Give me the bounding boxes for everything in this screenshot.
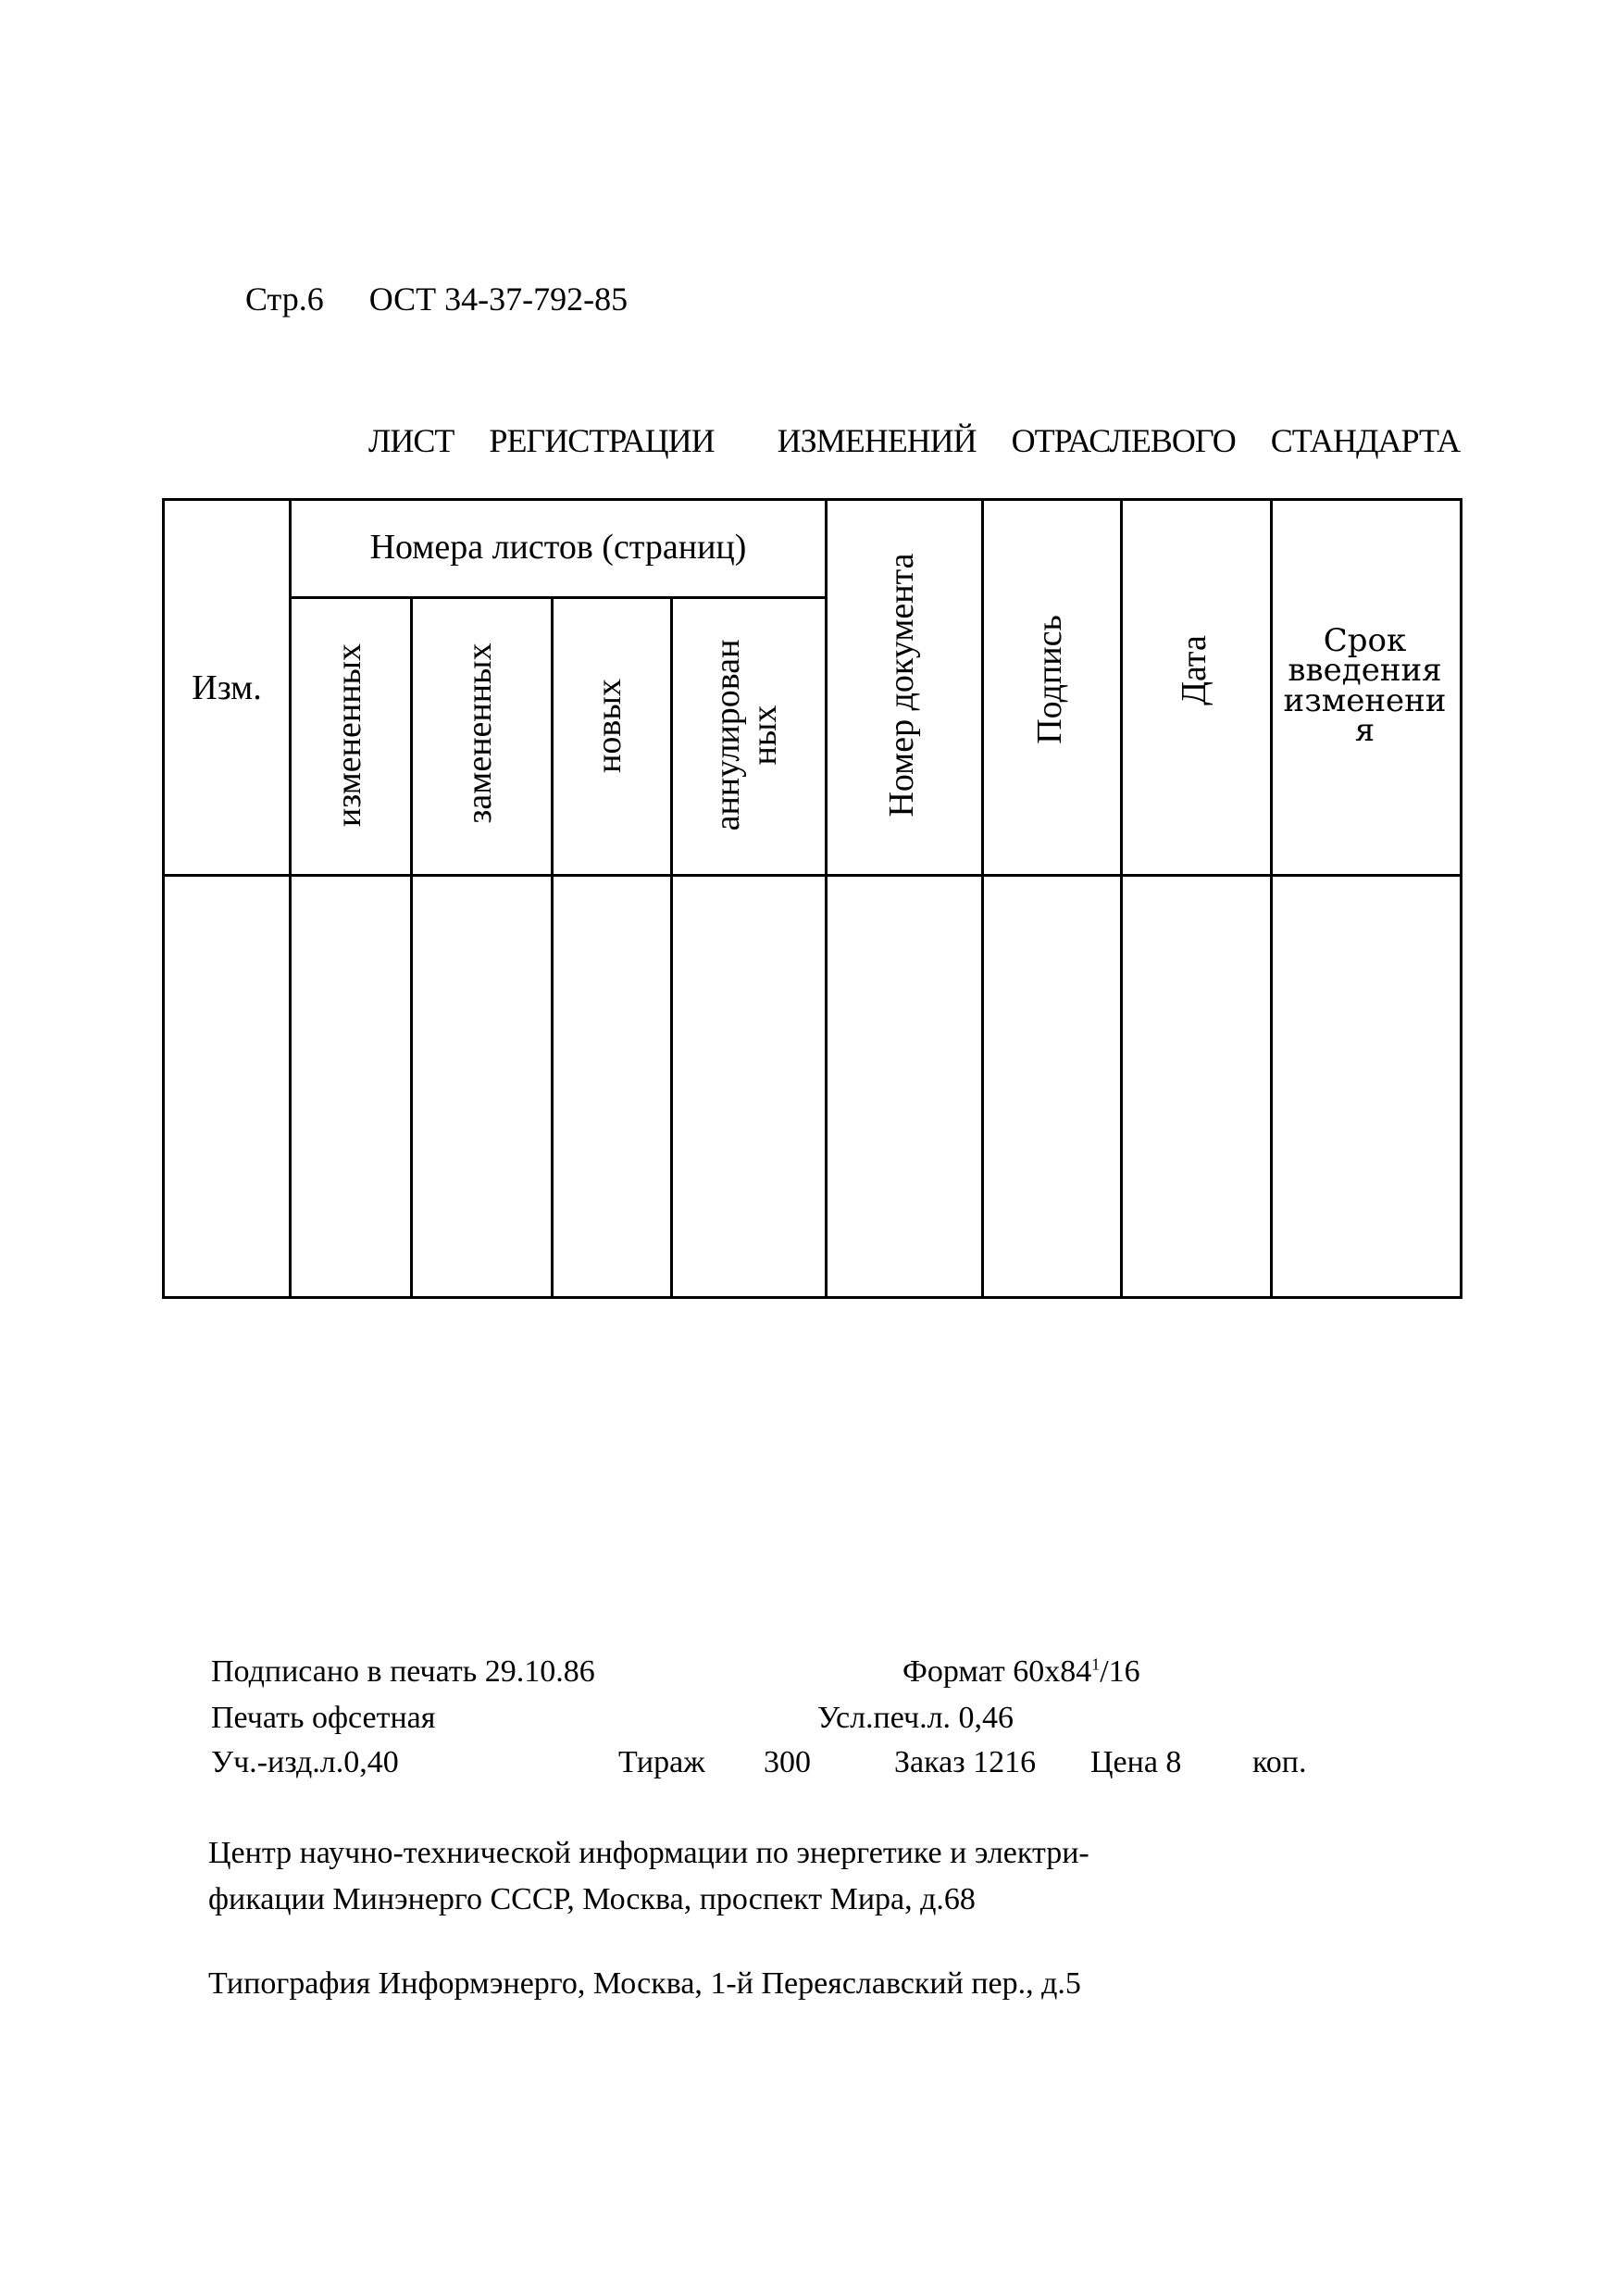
column-divider (825, 498, 828, 1299)
page-number: Стр.6 (245, 281, 324, 318)
column-divider (410, 596, 413, 1299)
table-border-left (162, 498, 165, 1299)
imprint-price: Цена 8 (1090, 1745, 1182, 1779)
column-divider (1120, 498, 1123, 1299)
imprint-print-type: Печать офсетная (211, 1701, 436, 1735)
imprint-tirazh-label: Тираж (618, 1745, 705, 1779)
column-header-document-number: Номер документа (882, 553, 922, 817)
imprint-uch-izd: Уч.-изд.л.0,40 (211, 1745, 399, 1779)
column-divider (981, 498, 984, 1299)
format-suffix: /16 (1100, 1654, 1140, 1689)
group-header-sheet-numbers: Номера листов (страниц) (369, 528, 747, 567)
column-header-annulled-line1: аннулирован (708, 639, 748, 831)
imprint-organization-line1: Центр научно-технической информации по энергетике и электри- (208, 1836, 1089, 1870)
column-header-replaced: замененных (460, 643, 500, 824)
column-divider (670, 596, 673, 1299)
format-prefix: Формат 60х84 (902, 1654, 1092, 1689)
column-header-annulled-line2: ных (745, 705, 784, 766)
standard-code: ОСТ 34-37-792-85 (368, 281, 629, 318)
registration-table (162, 498, 1462, 1299)
imprint-printer: Типография Информэнерго, Москва, 1-й Переяславский пер., д.5 (208, 1966, 1081, 2001)
column-divider (1270, 498, 1273, 1299)
column-header-izm: Изм. (192, 668, 262, 707)
imprint-organization-line2: фикации Минэнерго СССР, Москва, проспект Мира, д.68 (208, 1882, 976, 1916)
title-word: ИЗМЕНЕНИЙ (777, 422, 977, 459)
imprint-signed: Подписано в печать 29.10.86 (211, 1654, 595, 1689)
sheet-title (368, 421, 1460, 460)
title-word: РЕГИСТРАЦИИ (489, 422, 715, 459)
title-word: СТАНДАРТА (1270, 422, 1461, 459)
column-header-signature: Подпись (1030, 615, 1070, 744)
column-header-new: новых (590, 679, 629, 773)
table-border-bottom (162, 1296, 1462, 1299)
imprint-format (902, 1654, 1140, 1690)
column-header-changed: измененных (330, 643, 369, 828)
title-word: ОТРАСЛЕВОГО (1011, 422, 1236, 459)
column-header-deadline: Срок введения изменени я (1283, 622, 1447, 749)
column-divider (289, 498, 292, 1299)
imprint-tirazh-value: 300 (764, 1745, 811, 1779)
imprint-usl-pech: Усл.печ.л. 0,46 (817, 1701, 1014, 1735)
format-superscript: 1 (1091, 1654, 1101, 1674)
column-header-annulled (710, 640, 784, 831)
column-divider (551, 596, 554, 1299)
group-header-divider (289, 596, 828, 599)
title-word: ЛИСТ (368, 422, 454, 459)
header-bottom-line (162, 874, 1462, 877)
imprint-price-unit: коп. (1252, 1745, 1307, 1779)
imprint-order: Заказ 1216 (894, 1745, 1037, 1779)
page-header (245, 280, 628, 318)
column-header-date: Дата (1175, 635, 1214, 705)
table-border-top (162, 498, 1462, 501)
table-border-right (1460, 498, 1462, 1299)
